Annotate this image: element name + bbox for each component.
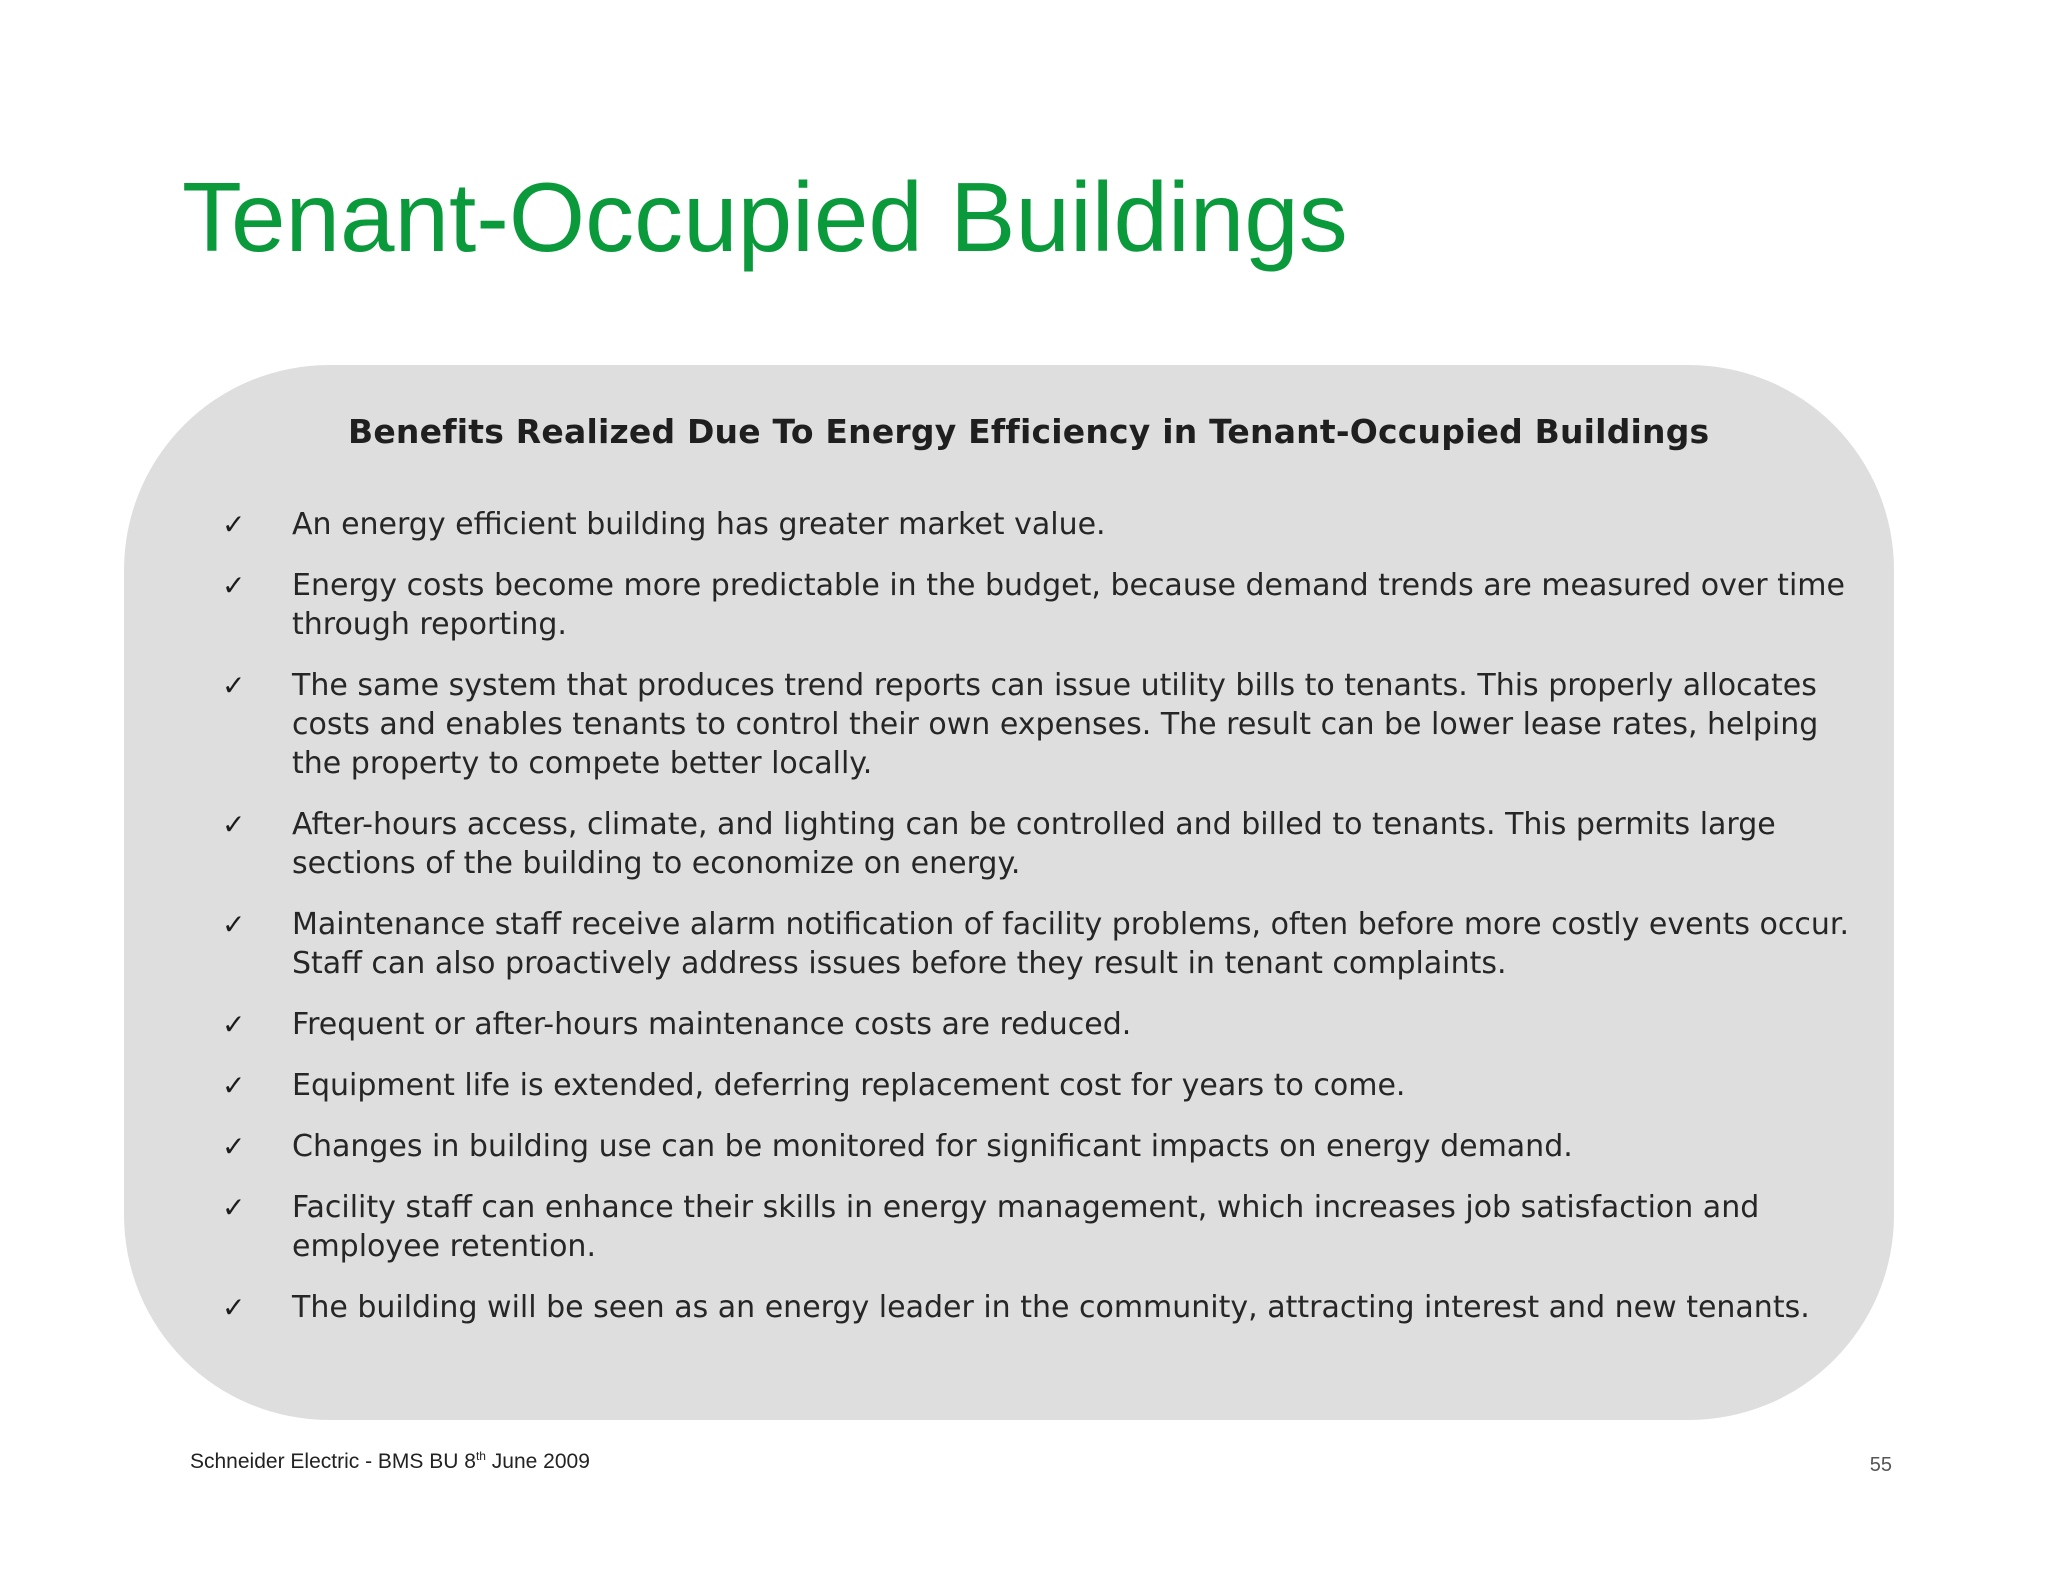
list-item-text: Maintenance staff receive alarm notification of facility problems, often before more costly events occur. Staff can also proactively address issues before they result in tenant complaints. bbox=[292, 907, 1850, 981]
check-icon: ✓ bbox=[222, 1191, 246, 1224]
panel-heading: Benefits Realized Due To Energy Efficiency in Tenant-Occupied Buildings bbox=[348, 412, 1710, 451]
list-item-text: Frequent or after-hours maintenance costs are reduced. bbox=[292, 1007, 1132, 1042]
footer-source: Schneider Electric - BMS BU 8th June 2009 bbox=[190, 1449, 590, 1473]
list-item bbox=[124, 566, 1894, 644]
check-icon: ✓ bbox=[222, 1130, 246, 1163]
list-item-text: Changes in building use can be monitored for significant impacts on energy demand. bbox=[292, 1129, 1573, 1164]
benefit-list bbox=[124, 505, 1894, 1349]
list-item-text: Facility staff can enhance their skills in energy management, which increases job satisfaction and employee retention. bbox=[292, 1190, 1760, 1264]
list-item bbox=[124, 505, 1894, 544]
list-item bbox=[124, 805, 1894, 883]
list-item-text: Equipment life is extended, deferring replacement cost for years to come. bbox=[292, 1068, 1406, 1103]
list-item-text: An energy efficient building has greater market value. bbox=[292, 507, 1106, 542]
check-icon: ✓ bbox=[222, 1008, 246, 1041]
list-item bbox=[124, 1188, 1894, 1266]
list-item bbox=[124, 905, 1894, 983]
check-icon: ✓ bbox=[222, 669, 246, 702]
list-item bbox=[124, 666, 1894, 783]
check-icon: ✓ bbox=[222, 1291, 246, 1324]
list-item bbox=[124, 1005, 1894, 1044]
check-icon: ✓ bbox=[222, 908, 246, 941]
check-icon: ✓ bbox=[222, 1069, 246, 1102]
list-item-text: The same system that produces trend reports can issue utility bills to tenants. This properly allocates costs and enables tenants to control their own expenses. The result can be lower lease rates, helping the property to compete better locally. bbox=[292, 668, 1819, 781]
list-item-text: After-hours access, climate, and lighting can be controlled and billed to tenants. This permits large sections of the building to economize on energy. bbox=[292, 807, 1776, 881]
list-item-text: The building will be seen as an energy leader in the community, attracting interest and new tenants. bbox=[292, 1290, 1810, 1325]
list-item bbox=[124, 1066, 1894, 1105]
check-icon: ✓ bbox=[222, 808, 246, 841]
list-item bbox=[124, 1127, 1894, 1166]
list-item bbox=[124, 1288, 1894, 1327]
page-number: 55 bbox=[1869, 1454, 1892, 1476]
check-icon: ✓ bbox=[222, 569, 246, 602]
slide-title: Tenant-Occupied Buildings bbox=[182, 162, 1348, 272]
list-item-text: Energy costs become more predictable in the budget, because demand trends are measured over time through reporting. bbox=[292, 568, 1845, 642]
benefits-panel bbox=[124, 365, 1894, 1420]
check-icon: ✓ bbox=[222, 508, 246, 541]
